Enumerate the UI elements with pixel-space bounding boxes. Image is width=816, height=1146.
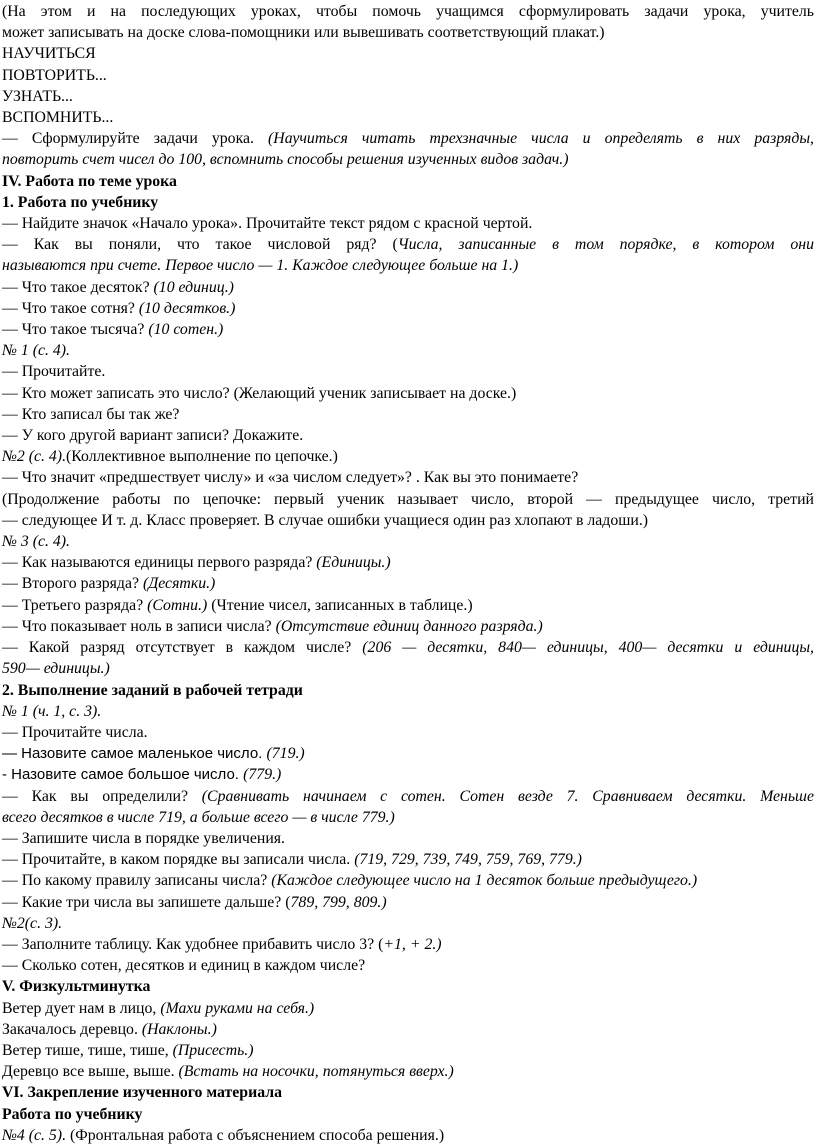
question-line: — Что такое десяток? (10 единиц.) (2, 278, 234, 296)
subsection-heading-workbook: 2. Выполнение заданий в рабочей тетради (2, 681, 303, 699)
question-line: — Третьего разряда? (Сотни.) (Чтение чисел, записанных в таблице.) (2, 596, 473, 614)
question-line: — Кто записал бы так же? (2, 405, 180, 423)
helper-word-recall: ВСПОМНИТЬ... (2, 109, 114, 127)
task-formulation-answer: (Научиться читать трехзначные числа и определять в них разряды, (268, 130, 814, 148)
question-line: — Как вы определили? (Сравнивать начинаем с сотен. Сотен везде 7. Сравниваем десятки. Меньше (2, 787, 814, 805)
section-heading-iv: IV. Работа по теме урока (2, 172, 177, 190)
note-line: — следующее И т. д. Класс проверяет. В случае ошибки учащиеся один раз хлопают в ладоши.) (2, 511, 649, 529)
rhyme-line: Ветер дует нам в лицо, (Махи руками на себя.) (2, 999, 315, 1017)
exercise-number: № 1 (ч. 1, с. 3). (2, 702, 102, 720)
section-heading-v: V. Физкультминутка (2, 978, 151, 996)
question-line: — Назовите самое маленькое число. (719.) (2, 745, 305, 763)
question-line: — Как вы поняли, что такое числовой ряд? (Числа, записанные в том порядке, в котором они (2, 236, 814, 254)
helper-word-learn: НАУЧИТЬСЯ (2, 45, 96, 63)
rhyme-line: Ветер тише, тише, тише, (Присесть.) (2, 1041, 254, 1059)
exercise-number: № 3 (с. 4). (2, 533, 70, 551)
question-line: — Какой разряд отсутствует в каждом числе? (206 — десятки, 840— единицы, 400— десятки и единицы, (2, 639, 815, 657)
question-line: — По какому правилу записаны числа? (Каждое следующее число на 1 десяток больше предыдущего.) (2, 872, 698, 890)
subsection-heading-textbook-2: Работа по учебнику (2, 1105, 143, 1123)
task-formulation-line (0, 128, 816, 149)
question-line: — Сколько сотен, десятков и единиц в каждом числе? (2, 957, 366, 975)
note-line: (Продолжение работы по цепочке: первый ученик называет число, второй — предыдущее число, третий (2, 490, 814, 508)
answer-line: 590— единицы.) (2, 660, 110, 678)
exercise-number: № 1 (с. 4). (2, 342, 70, 360)
helper-word-find-out: УЗНАТЬ... (2, 87, 73, 105)
rhyme-line: Закачалось деревцо. (Наклоны.) (2, 1020, 217, 1038)
exercise-number: №2(с. 3). (2, 914, 63, 932)
question-line: — Что такое тысяча? (10 сотен.) (2, 321, 224, 339)
question-line: — Как называются единицы первого разряда? (Единицы.) (2, 554, 391, 572)
question-line: - Назовите самое большое число. (779.) (2, 766, 282, 784)
question-line: — Заполните таблицу. Как удобнее прибавить число 3? (+1, + 2.) (2, 935, 442, 953)
question-line: — Кто может записать это число? (Желающий ученик записывает на доске.) (2, 384, 517, 402)
intro-line-2: может записывать на доске слова-помощники или вывешивать соответствующий плакат.) (2, 24, 605, 42)
exercise-number: №4 (с. 5). (2, 1126, 67, 1144)
question-line: — Второго разряда? (Десятки.) (2, 575, 216, 593)
task-formulation-answer-cont: повторить счет чисел до 100, вспомнить способы решения изученных видов задач.) (2, 151, 569, 169)
task-formulation-question: — Сформулируйте задачи урока. (2, 130, 269, 148)
question-line: — Запишите числа в порядке увеличения. (2, 829, 286, 847)
exercise-line: №4 (с. 5). (Фронтальная работа с объяснением способа решения.) (2, 1126, 445, 1144)
exercise-number: №2 (с. 4). (2, 448, 67, 466)
question-line: — У кого другой вариант записи? Докажите. (2, 427, 304, 445)
question-line: — Что показывает ноль в записи числа? (Отсутствие единиц данного разряда.) (2, 617, 543, 635)
helper-word-repeat: ПОВТОРИТЬ... (2, 66, 107, 84)
intro-line-1: (На этом и на последующих уроках, чтобы помочь учащимся сформулировать задачи урока, учитель (2, 3, 814, 20)
section-heading-vi: VI. Закрепление изученного материала (2, 1084, 282, 1102)
question-line: — Найдите значок «Начало урока». Прочитайте текст рядом с красной чертой. (2, 215, 533, 233)
question-line: — Прочитайте числа. (2, 723, 148, 741)
exercise-line: №2 (с. 4).(Коллективное выполнение по цепочке.) (2, 448, 338, 466)
rhyme-line: Деревцо все выше, выше. (Встать на носочки, потянуться вверх.) (2, 1063, 454, 1081)
question-line: — Что такое сотня? (10 десятков.) (2, 299, 236, 317)
question-line: — Прочитайте, в каком порядке вы записали числа. (719, 729, 739, 749, 759, 769, 779.) (2, 851, 582, 869)
question-line: — Прочитайте. (2, 363, 106, 381)
question-line: — Что значит «предшествует числу» и «за числом следует»? . Как вы это понимаете? (2, 469, 579, 487)
question-line: — Какие три числа вы запишете дальше? (789, 799, 809.) (2, 893, 387, 911)
answer-line: всего десятков в числе 719, а больше всего — в числе 779.) (2, 808, 395, 826)
subsection-heading-textbook: 1. Работа по учебнику (2, 193, 159, 211)
answer-line: называются при счете. Первое число — 1. Каждое следующее больше на 1.) (2, 257, 519, 275)
